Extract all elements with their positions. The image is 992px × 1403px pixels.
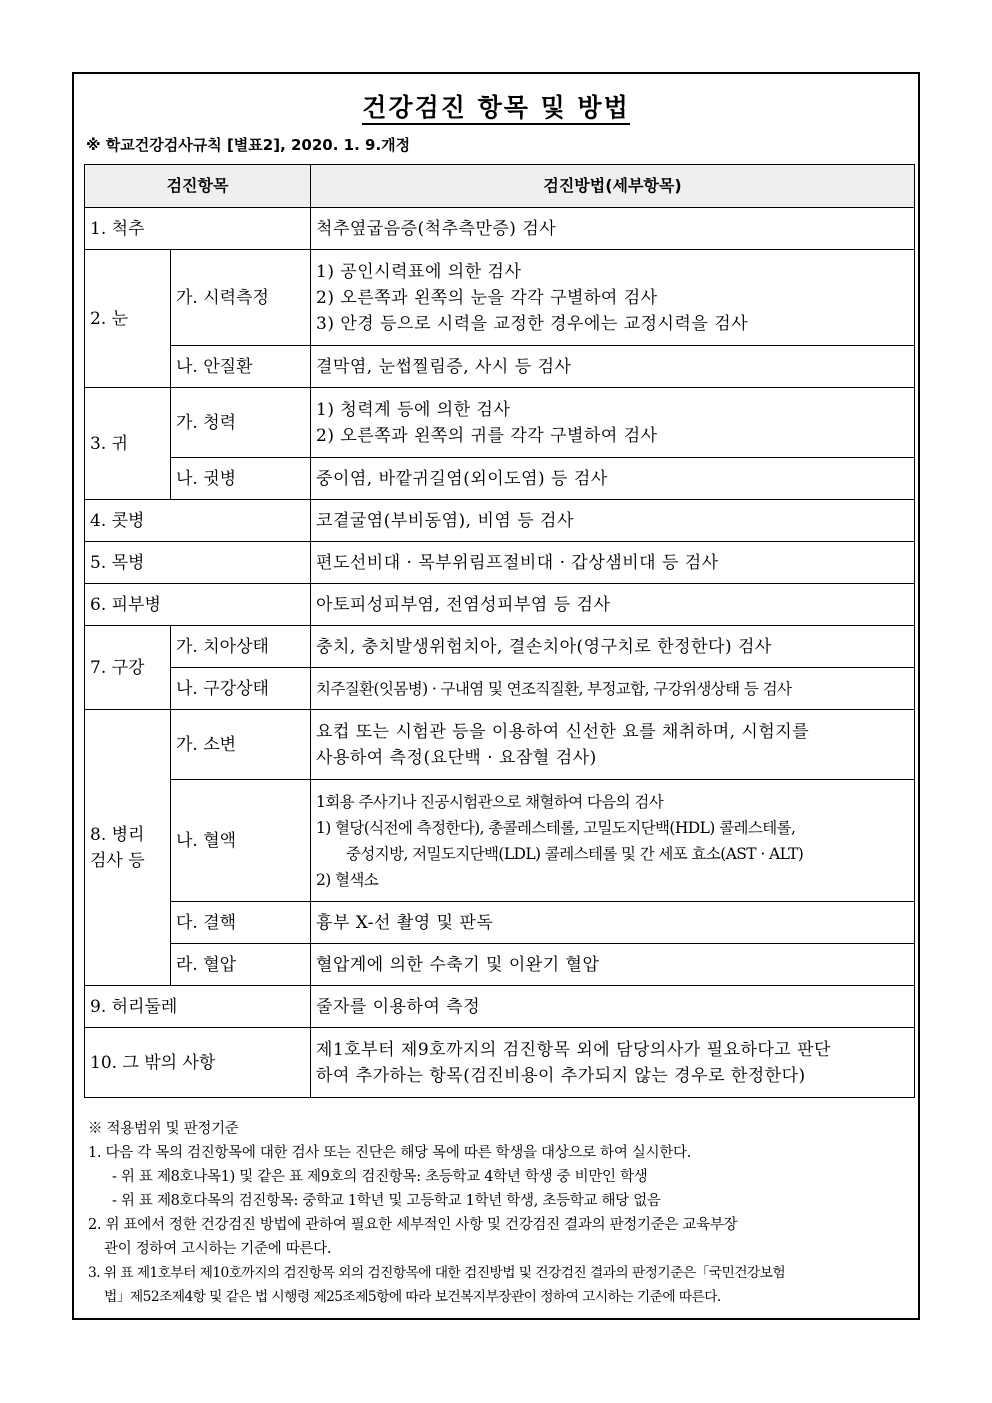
method-cell: 1) 청력계 등에 의한 검사 2) 오른쪽과 왼쪽의 귀를 각각 구별하여 검사 [311,388,915,458]
item-cell: 2. 눈 [85,250,171,388]
document-frame [72,72,920,1320]
document-title: 건강검진 항목 및 방법 [74,88,918,124]
method-cell: 1) 공인시력표에 의한 검사 2) 오른쪽과 왼쪽의 눈을 각각 구별하여 검사 3) 안경 등으로 시력을 교정한 경우에는 교정시력을 검사 [311,250,915,346]
table-row [85,1028,915,1098]
table-header-row [85,165,915,208]
method-cell: 충치, 충치발생위험치아, 결손치아(영구치로 한정한다) 검사 [311,626,915,668]
subitem-cell: 가. 소변 [171,710,311,780]
health-exam-table [84,164,915,1098]
table-row [85,542,915,584]
method-cell: 제1호부터 제9호까지의 검진항목 외에 담당의사가 필요하다고 판단 하여 추가하는 항목(검진비용이 추가되지 않는 경우로 한정한다) [311,1028,915,1098]
table-row [85,250,915,346]
method-cell: 중이염, 바깥귀길염(외이도염) 등 검사 [311,458,915,500]
header-item: 검진항목 [85,165,311,208]
subitem-cell: 가. 치아상태 [171,626,311,668]
method-cell: 1회용 주사기나 진공시험관으로 채혈하여 다음의 검사 1) 혈당(식전에 측정한다), 총콜레스테롤, 고밀도지단백(HDL) 콜레스테롤, 중성지방, 저밀도지단백(LDL) 콜레스테롤 및 간 세포 효소(AST · ALT) 2) 혈색소 [311,780,915,902]
table-row [85,710,915,780]
table-row [85,458,915,500]
item-cell: 3. 귀 [85,388,171,500]
notes-heading: ※ 적용범위 및 판정기준 [88,1121,239,1137]
method-cell: 혈압계에 의한 수축기 및 이완기 혈압 [311,944,915,986]
table-row [85,780,915,902]
method-cell: 흉부 X-선 촬영 및 판독 [311,902,915,944]
table-row [85,388,915,458]
table-row [85,500,915,542]
note-1: 1. 다음 각 목의 검진항목에 대한 검사 또는 진단은 해당 목에 따른 학생을 대상으로 하여 실시한다. [88,1145,692,1161]
table-row [85,346,915,388]
item-cell: 8. 병리 검사 등 [85,710,171,986]
method-cell: 결막염, 눈썹찔림증, 사시 등 검사 [311,346,915,388]
method-cell: 줄자를 이용하여 측정 [311,986,915,1028]
table-row [85,902,915,944]
item-cell: 6. 피부병 [85,584,311,626]
table-row [85,208,915,250]
table-row [85,626,915,668]
table-row [85,944,915,986]
item-cell: 5. 목병 [85,542,311,584]
notes-section [88,1117,914,1309]
note-2-line-1: 2. 위 표에서 정한 건강검진 방법에 관하여 필요한 세부적인 사항 및 건강검진 결과의 판정기준은 교육부장 [88,1217,738,1233]
table-row [85,668,915,710]
subitem-cell: 나. 귓병 [171,458,311,500]
method-cell: 치주질환(잇몸병) · 구내염 및 연조직질환, 부정교합, 구강위생상태 등 검사 [311,668,915,710]
method-cell: 코곁굴염(부비동염), 비염 등 검사 [311,500,915,542]
method-cell: 아토피성피부염, 전염성피부염 등 검사 [311,584,915,626]
item-cell: 7. 구강 [85,626,171,710]
header-method: 검진방법(세부항목) [311,165,915,208]
subitem-cell: 가. 청력 [171,388,311,458]
method-cell: 척추옆굽음증(척추측만증) 검사 [311,208,915,250]
item-cell: 10. 그 밖의 사항 [85,1028,311,1098]
method-cell: 편도선비대 · 목부위림프절비대 · 갑상샘비대 등 검사 [311,542,915,584]
subitem-cell: 나. 구강상태 [171,668,311,710]
note-2-line-2: 관이 정하여 고시하는 기준에 따른다. [104,1241,332,1257]
method-cell: 요컵 또는 시험관 등을 이용하여 신선한 요를 채취하며, 시험지를 사용하여 측정(요단백 · 요잠혈 검사) [311,710,915,780]
subitem-cell: 가. 시력측정 [171,250,311,346]
subitem-cell: 나. 안질환 [171,346,311,388]
note-1-sub-a: - 위 표 제8호나목1) 및 같은 표 제9호의 검진항목: 초등학교 4학년 학생 중 비만인 학생 [112,1169,648,1185]
item-cell: 1. 척추 [85,208,311,250]
note-3-line-1: 3. 위 표 제1호부터 제10호까지의 검진항목 외의 검진항목에 대한 검진방법 및 건강검진 결과의 판정기준은「국민건강보험 [88,1265,786,1281]
subitem-cell: 다. 결핵 [171,902,311,944]
table-row [85,584,915,626]
note-3-line-2: 법」제52조제4항 및 같은 법 시행령 제25조제5항에 따라 보건복지부장관이 정하여 고시하는 기준에 따른다. [104,1289,721,1305]
subitem-cell: 라. 혈압 [171,944,311,986]
note-1-sub-b: - 위 표 제8호다목의 검진항목: 중학교 1학년 및 고등학교 1학년 학생, 초등학교 해당 없음 [112,1193,661,1209]
document-subtitle: ※ 학교건강검사규칙 [별표2], 2020. 1. 9.개정 [86,136,411,154]
subitem-cell: 나. 혈액 [171,780,311,902]
item-cell: 9. 허리둘레 [85,986,311,1028]
table-row [85,986,915,1028]
item-cell: 4. 콧병 [85,500,311,542]
